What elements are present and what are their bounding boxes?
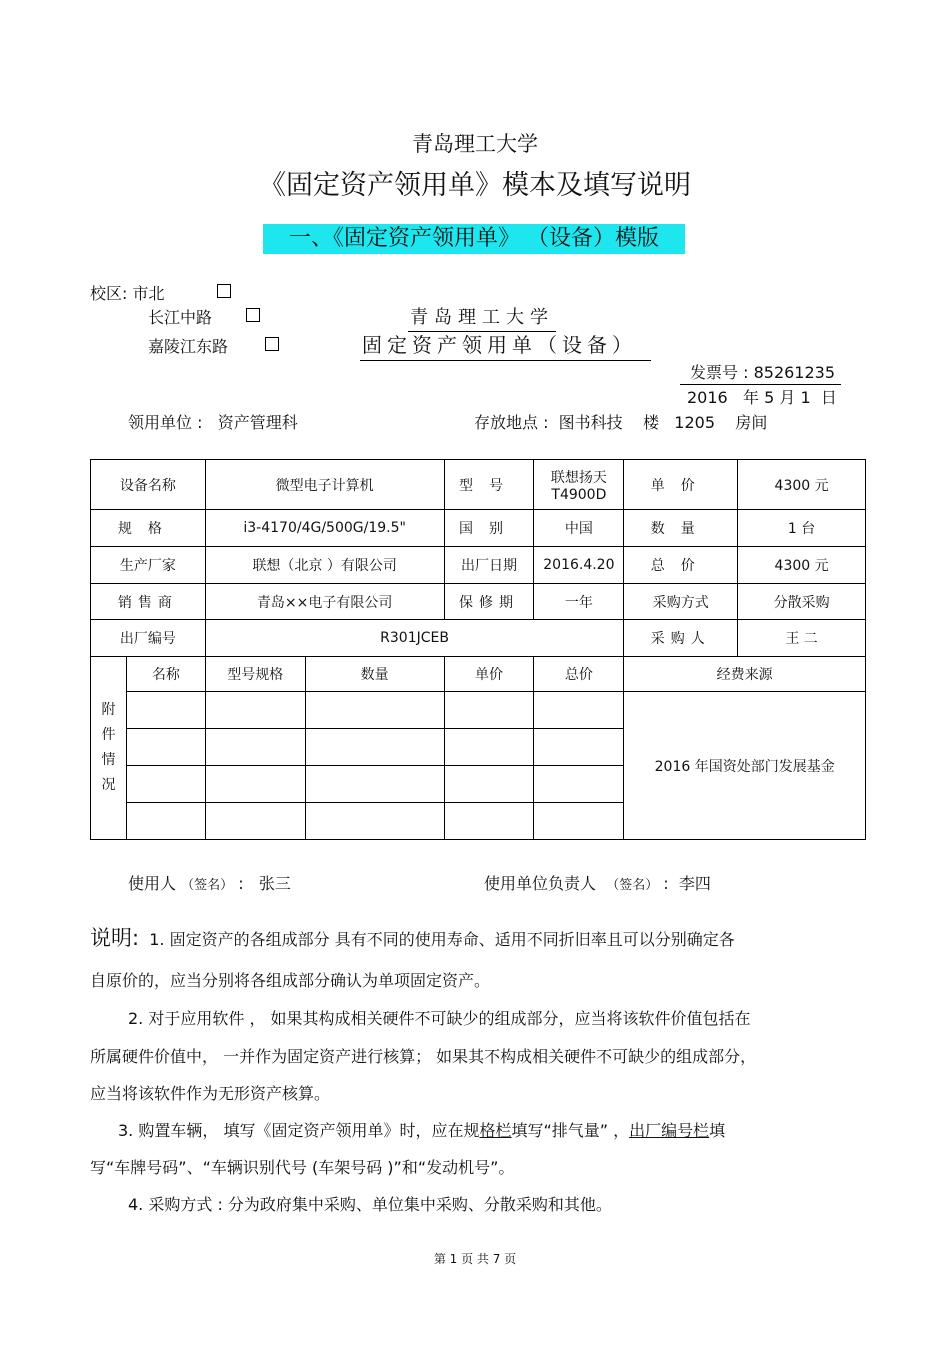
funding-source-value: 2016 年国资处部门发展基金 xyxy=(624,692,866,840)
campus-checkbox-shibei[interactable] xyxy=(217,284,231,298)
label-warranty: 保修期 xyxy=(444,584,534,620)
note-2-cont: 所属硬件价值中， 一并作为固定资产进行核算； 如果其不构成相关硬件不可缺少的组成部分， xyxy=(90,1047,757,1066)
label-manufacturer: 生产厂家 xyxy=(91,547,206,584)
label-model: 型号 xyxy=(444,460,534,510)
value-device-name: 微型电子计算机 xyxy=(205,460,444,510)
note-3: 3. 购置车辆， 填写《固定资产领用单》时，应在规格栏填写“排气量” ，出厂编号栏填 xyxy=(118,1121,726,1140)
asset-table xyxy=(90,459,866,840)
label-total-price: 总价 xyxy=(624,547,738,584)
note-1: 说明: 1. 固定资产的各组成部分 具有不同的使用寿命、适用不同折旧率且可以分别确定各 xyxy=(90,926,735,950)
page-footer: 第 1 页 共 7 页 xyxy=(433,1252,517,1266)
note-4: 4. 采购方式 : 分为政府集中采购、单位集中采购、分散采购和其他。 xyxy=(128,1195,612,1214)
attach-cell[interactable] xyxy=(305,803,444,840)
label-device-name: 设备名称 xyxy=(91,460,206,510)
attach-cell[interactable] xyxy=(534,692,624,729)
label-spec: 规格 xyxy=(91,510,206,547)
note-2-end: 应当将该软件作为无形资产核算。 xyxy=(90,1084,331,1103)
attach-header-total: 总价 xyxy=(534,657,624,692)
section-title: 一、《固定资产领用单》 （设备）模版 xyxy=(263,224,685,254)
form-university: 青岛理工大学 xyxy=(408,303,556,332)
label-country: 国别 xyxy=(444,510,534,547)
attach-cell[interactable] xyxy=(205,692,305,729)
main-title: 《固定资产领用单》模本及填写说明 xyxy=(259,170,691,201)
school-name: 青岛理工大学 xyxy=(412,132,538,156)
attach-cell[interactable] xyxy=(305,766,444,803)
attach-cell[interactable] xyxy=(534,729,624,766)
value-serial: R301JCEB xyxy=(205,620,624,657)
note-2: 2. 对于应用软件 ， 如果其构成相关硬件不可缺少的组成部分，应当将该软件价值包括在 xyxy=(128,1009,751,1028)
campus-checkbox-jialingjiang[interactable] xyxy=(265,337,279,351)
note-3-cont: 写“车牌号码”、“车辆识别代号 (车架号码 )”和“发动机号”。 xyxy=(90,1158,515,1177)
value-unit-price: 4300 元 xyxy=(738,460,866,510)
attach-cell[interactable] xyxy=(305,729,444,766)
attach-cell[interactable] xyxy=(126,803,205,840)
value-seller: 青岛××电子有限公司 xyxy=(205,584,444,620)
invoice-number: 发票号 : 85261235 xyxy=(680,360,841,385)
attach-header-name: 名称 xyxy=(126,657,205,692)
location-row: 存放地点 : 图书科技 楼 1205 房间 xyxy=(474,413,768,432)
attach-cell[interactable] xyxy=(126,692,205,729)
dept-row: 领用单位 : 资产管理科 xyxy=(128,413,298,432)
attach-cell[interactable] xyxy=(534,803,624,840)
value-model: 联想扬天 T4900D xyxy=(534,460,624,510)
value-country: 中国 xyxy=(534,510,624,547)
attach-cell[interactable] xyxy=(444,729,534,766)
attach-header-price: 单价 xyxy=(444,657,534,692)
value-quantity: 1 台 xyxy=(738,510,866,547)
head-signature: 使用单位负责人 （签名） : 李四 xyxy=(484,874,711,893)
note-1-cont: 自原价的，应当分别将各组成部分确认为单项固定资产。 xyxy=(90,971,491,990)
head-name: 李四 xyxy=(678,874,711,893)
campus-option-label: 市北 xyxy=(132,284,165,303)
campus-option-label: 嘉陵江东路 xyxy=(148,337,229,356)
attach-cell[interactable] xyxy=(205,803,305,840)
attach-cell[interactable] xyxy=(205,729,305,766)
attach-header-spec: 型号规格 xyxy=(205,657,305,692)
label-serial: 出厂编号 xyxy=(91,620,206,657)
attachment-side-label: 附 件 情 况 xyxy=(91,657,127,840)
dept-value: 资产管理科 xyxy=(217,413,298,432)
attach-header-qty: 数量 xyxy=(305,657,444,692)
attach-cell[interactable] xyxy=(534,766,624,803)
attach-cell[interactable] xyxy=(126,766,205,803)
attach-cell[interactable] xyxy=(305,692,444,729)
value-total-price: 4300 元 xyxy=(738,547,866,584)
user-signature: 使用人 （签名） : 张三 xyxy=(128,874,291,893)
attach-header-funding: 经费来源 xyxy=(624,657,866,692)
value-spec: i3-4170/4G/500G/19.5" xyxy=(205,510,444,547)
label-purchaser: 采购人 xyxy=(624,620,738,657)
attach-cell[interactable] xyxy=(126,729,205,766)
value-warranty: 一年 xyxy=(534,584,624,620)
label-seller: 销售商 xyxy=(91,584,206,620)
campus-label: 校区: 市北 xyxy=(90,284,165,303)
notes-title: 说明: xyxy=(90,926,140,950)
form-date: 2016 年 5 月 1 日 xyxy=(687,388,837,407)
value-production-date: 2016.4.20 xyxy=(534,547,624,584)
user-name: 张三 xyxy=(258,874,291,893)
value-purchaser: 王 二 xyxy=(738,620,866,657)
value-purchase-method: 分散采购 xyxy=(738,584,866,620)
form-title: 固定资产领用单（设备） xyxy=(360,329,651,361)
label-unit-price: 单价 xyxy=(624,460,738,510)
attach-cell[interactable] xyxy=(205,766,305,803)
label-quantity: 数量 xyxy=(624,510,738,547)
attach-cell[interactable] xyxy=(444,766,534,803)
value-manufacturer: 联想（北京 ）有限公司 xyxy=(205,547,444,584)
campus-option-label: 长江中路 xyxy=(148,308,213,327)
attach-cell[interactable] xyxy=(444,692,534,729)
campus-checkbox-changjiang[interactable] xyxy=(246,308,260,322)
label-purchase-method: 采购方式 xyxy=(624,584,738,620)
attach-cell[interactable] xyxy=(444,803,534,840)
label-production-date: 出厂日期 xyxy=(444,547,534,584)
